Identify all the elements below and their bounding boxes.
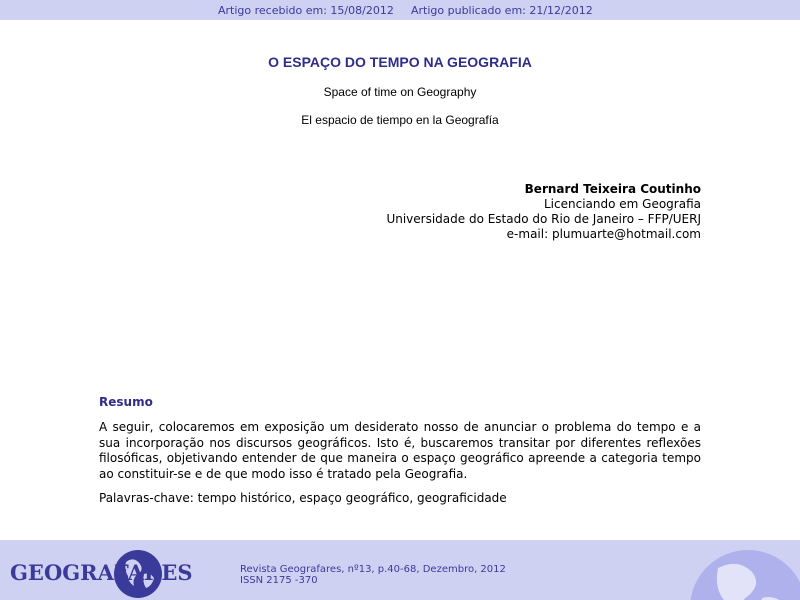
header-band	[0, 0, 800, 20]
received-date: Artigo recebido em: 15/08/2012	[218, 4, 394, 17]
journal-logo: GEOGRAFARES	[10, 560, 193, 585]
abstract-text: A seguir, colocaremos em exposição um desiderato nosso de anunciar o problema do tempo e a sua incorporação nos discursos geográficos. Isto é, buscaremos transitar por diferentes reflexões filosóficas, objetivando entender de que maneira o espaço geográfico apreende a categoria tempo ao constituir-se e de que modo isso é tratado pela Geografia.	[99, 420, 701, 481]
footer-citation-block	[240, 564, 506, 586]
article-title-spanish: El espacio de tiempo en la Geografía	[301, 113, 499, 127]
issn: ISSN 2175 -370	[240, 575, 318, 586]
author-name: Bernard Teixeira Coutinho	[524, 182, 701, 196]
citation: Revista Geografares, nº13, p.40-68, Dezembro, 2012	[240, 564, 506, 575]
published-date: Artigo publicado em: 21/12/2012	[411, 4, 593, 17]
abstract-heading: Resumo	[99, 395, 153, 409]
article-title-english: Space of time on Geography	[323, 85, 477, 99]
author-block	[386, 182, 701, 242]
keywords: Palavras-chave: tempo histórico, espaço geográfico, geograficidade	[99, 491, 507, 505]
author-affiliation: Universidade do Estado do Rio de Janeiro – FFP/UERJ	[386, 212, 701, 226]
author-email: e-mail: plumuarte@hotmail.com	[506, 227, 701, 241]
article-title: O ESPAÇO DO TEMPO NA GEOGRAFIA	[268, 54, 532, 70]
globe-decoration-icon	[688, 548, 800, 600]
footer-band	[0, 540, 800, 600]
author-role: Licenciando em Geografia	[544, 197, 701, 211]
